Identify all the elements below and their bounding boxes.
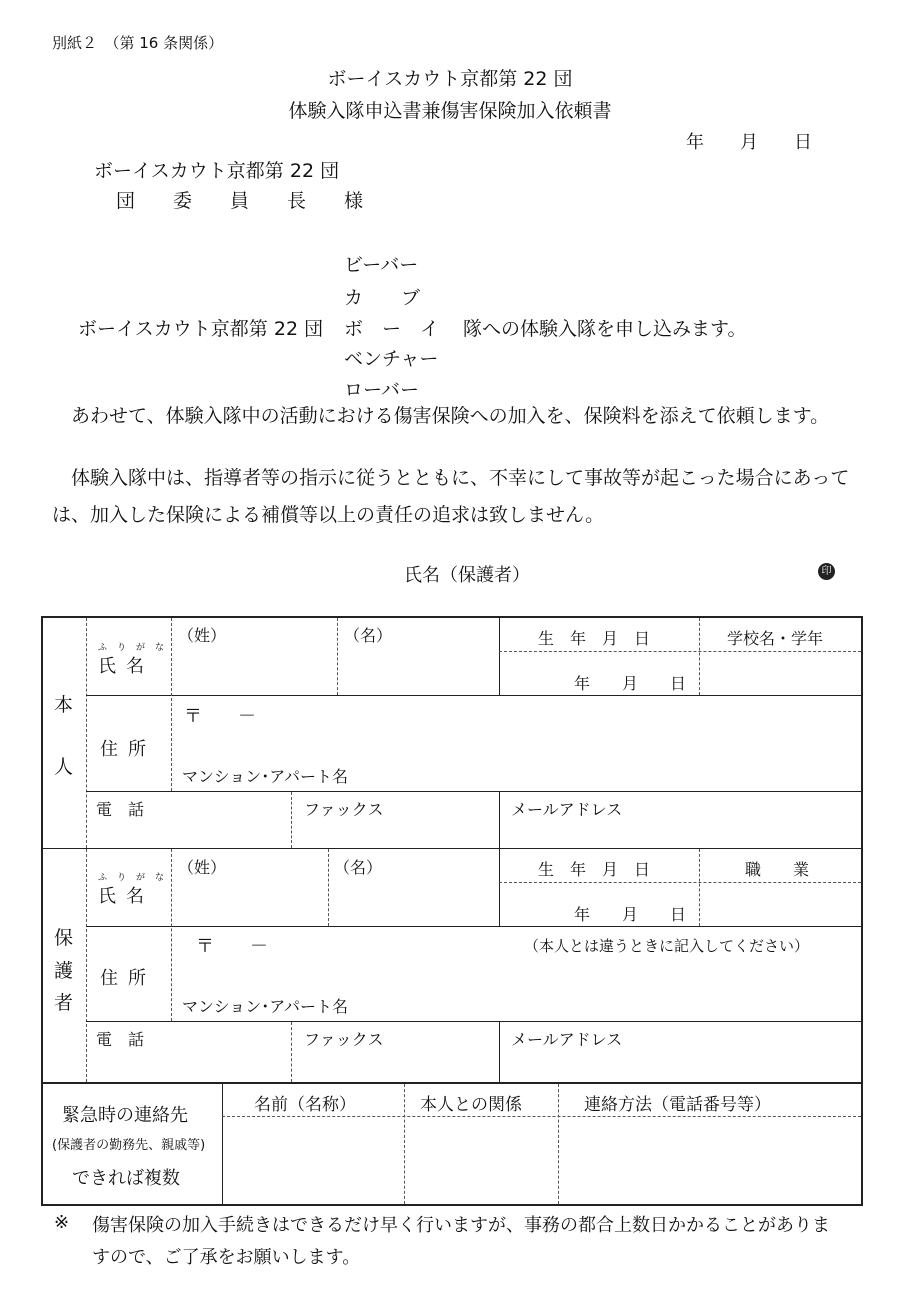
guardian-address-note: （本人とは違うときに記入してください）	[524, 937, 810, 955]
emergency-subtitle: (保護者の勤務先、親戚等)	[52, 1138, 206, 1153]
date-field[interactable]: 年 月 日	[686, 132, 812, 153]
self-group-label-1: 本	[54, 694, 74, 716]
emergency-title: 緊急時の連絡先	[62, 1105, 188, 1126]
self-birth-label: 生 年 月 日	[538, 629, 651, 648]
guardian-surname-field[interactable]: （姓）	[178, 858, 227, 877]
self-name-label: 氏名	[98, 656, 154, 677]
section-cub[interactable]: カ ブ	[344, 287, 421, 309]
annex-label: 別紙２ （第 16 条関係）	[52, 34, 224, 52]
guardian-furigana: ふりがな	[98, 873, 175, 883]
guardian-occupation-label: 職 業	[745, 860, 810, 879]
section-beaver[interactable]: ビーバー	[344, 254, 419, 276]
guardian-group-label-2: 護	[54, 960, 74, 982]
guardian-building-field[interactable]: マンション･アパート名	[182, 997, 349, 1016]
self-furigana: ふりがな	[98, 643, 175, 653]
guardian-postal-field[interactable]: 〒 －	[196, 936, 268, 957]
seal-icon: 印	[818, 563, 835, 580]
self-phone-field[interactable]: 電 話	[96, 800, 145, 819]
self-school-label: 学校名・学年	[727, 629, 824, 648]
emergency-col-relation: 本人との関係	[420, 1095, 522, 1115]
section-venture[interactable]: ベンチャー	[344, 348, 439, 370]
guardian-name-label: 氏名	[98, 886, 154, 907]
self-postal-field[interactable]: 〒 －	[184, 706, 256, 727]
emergency-col-method: 連絡方法（電話番号等）	[584, 1095, 771, 1115]
section-boy[interactable]: ボ ー イ	[344, 318, 440, 340]
footnote-text: 傷害保険の加入手続きはできるだけ早く行いますが、事務の都合上数日かかることがありますので、ご了承をお願いします。	[92, 1215, 830, 1268]
document-title: 体験入隊申込書兼傷害保険加入依頼書	[288, 100, 612, 122]
section-rover[interactable]: ローバー	[344, 379, 420, 401]
insurance-paragraph: あわせて、体験入隊中の活動における傷害保険への加入を、保険料を添えて依頼します。	[52, 405, 830, 427]
guardian-email-field[interactable]: メールアドレス	[511, 1030, 623, 1049]
guardian-given-name-field[interactable]: （名）	[334, 858, 383, 877]
self-fax-field[interactable]: ファックス	[304, 800, 384, 819]
self-address-label: 住所	[100, 739, 156, 760]
liability-paragraph: 体験入隊中は、指導者等の指示に従うとともに、不幸にして事故等が起こった場合にあっては、加入した保険による補償等以上の責任の追求は致しません。	[52, 467, 850, 526]
footnote-mark: ※	[54, 1212, 70, 1233]
application-suffix: 隊への体験入隊を申し込みます。	[463, 318, 747, 340]
guardian-group-label-1: 保	[54, 927, 74, 949]
addressee-org: ボーイスカウト京都第 22 団	[94, 160, 340, 182]
self-birth-field[interactable]: 年 月 日	[574, 674, 687, 693]
guardian-birth-field[interactable]: 年 月 日	[574, 905, 687, 924]
emergency-note: できれば複数	[72, 1168, 180, 1189]
guardian-phone-field[interactable]: 電 話	[96, 1030, 145, 1049]
addressee-name: 団 委 員 長 様	[116, 190, 364, 212]
application-org: ボーイスカウト京都第 22 団	[78, 318, 324, 340]
emergency-col-name: 名前（名称）	[254, 1095, 356, 1115]
guardian-group-label-3: 者	[54, 992, 74, 1014]
self-group-label-2: 人	[54, 756, 74, 778]
guardian-fax-field[interactable]: ファックス	[304, 1030, 384, 1049]
self-building-field[interactable]: マンション･アパート名	[182, 767, 349, 786]
self-surname-field[interactable]: （姓）	[178, 626, 227, 645]
header-org: ボーイスカウト京都第 22 団	[327, 68, 573, 90]
guardian-birth-label: 生 年 月 日	[538, 860, 651, 879]
self-email-field[interactable]: メールアドレス	[511, 800, 623, 819]
self-given-name-field[interactable]: （名）	[344, 626, 393, 645]
guardian-signature-label: 氏名（保護者）	[404, 565, 530, 586]
guardian-address-label: 住所	[100, 968, 156, 989]
